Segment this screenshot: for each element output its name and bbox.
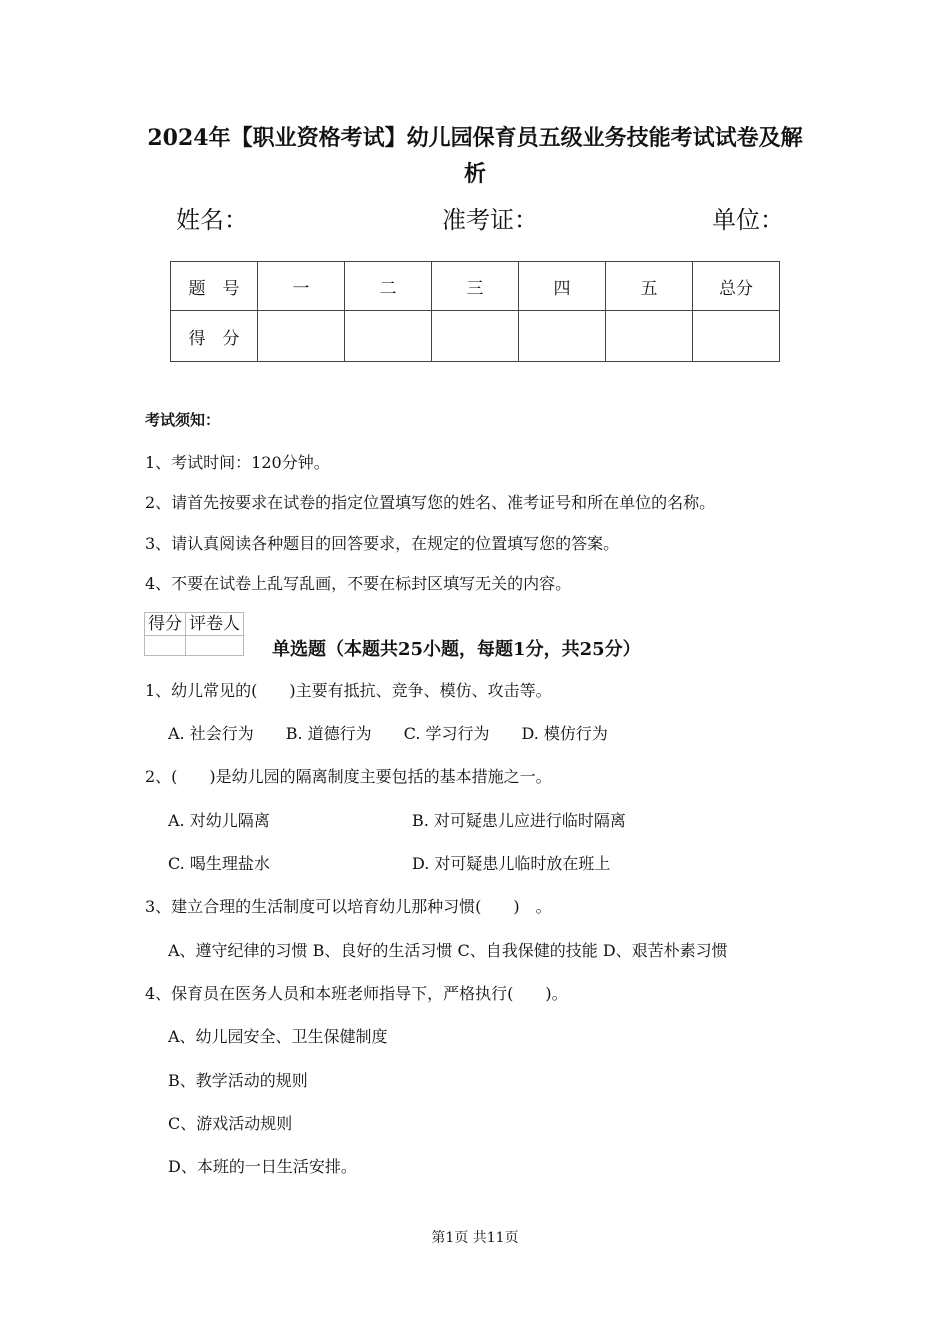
score-table-row-label: 得 分 [171,311,258,362]
score-cell-4 [519,311,606,362]
name-label: 姓名： [176,206,248,234]
score-table-header-2: 二 [345,262,432,311]
score-cell-5 [606,311,693,362]
score-table-header-total: 总分 [693,262,780,311]
score-table-header-1: 一 [258,262,345,311]
exam-number-label: 准考证： [442,206,538,234]
score-table-header-5: 五 [606,262,693,311]
notice-item: 1、考试时间：120分钟。 [145,453,330,472]
question-options: A. 社会行为 B. 道德行为 C. 学习行为 D. 模仿行为 [168,724,608,743]
question-stem: 4、保育员在医务人员和本班老师指导下，严格执行( )。 [145,984,568,1003]
notice-item: 2、请首先按要求在试卷的指定位置填写您的姓名、准考证号和所在单位的名称。 [145,493,716,512]
score-cell-2 [345,311,432,362]
option-d: D. 对可疑患儿临时放在班上 [412,854,611,873]
section-title: 单选题（本题共25小题，每题1分，共25分） [272,639,641,660]
score-cell-1 [258,311,345,362]
option-b: B. 对可疑患儿应进行临时隔离 [412,811,626,830]
grader-name-cell [186,636,244,656]
option-c: C. 喝生理盐水 [168,854,270,873]
option-a: A、幼儿园安全、卫生保健制度 [168,1027,388,1046]
option-c: C、游戏活动规则 [168,1114,293,1133]
score-cell-3 [432,311,519,362]
grader-score-label: 得分 [145,613,186,636]
score-table [170,261,780,362]
unit-label: 单位： [712,206,784,234]
question-stem: 3、建立合理的生活制度可以培育幼儿那种习惯( ) 。 [145,897,552,916]
notice-item: 3、请认真阅读各种题目的回答要求，在规定的位置填写您的答案。 [145,534,620,553]
option-d: D、本班的一日生活安排。 [168,1157,357,1176]
page-footer: 第1页 共11页 [431,1230,519,1246]
score-cell-total [693,311,780,362]
question-stem: 1、幼儿常见的( )主要有抵抗、竞争、模仿、攻击等。 [145,681,552,700]
score-table-header-label: 题 号 [171,262,258,311]
grader-box [144,612,244,656]
question-stem: 2、( )是幼儿园的隔离制度主要包括的基本措施之一。 [145,767,552,786]
score-table-header-3: 三 [432,262,519,311]
grader-name-label: 评卷人 [186,613,244,636]
option-b: B、教学活动的规则 [168,1071,308,1090]
notice-heading: 考试须知： [145,411,221,429]
question-options: A、遵守纪律的习惯 B、良好的生活习惯 C、自我保健的技能 D、艰苦朴素习惯 [168,941,728,960]
score-table-header-4: 四 [519,262,606,311]
grader-score-cell [145,636,186,656]
notice-item: 4、不要在试卷上乱写乱画，不要在标封区填写无关的内容。 [145,574,572,593]
page-title: 2024年【职业资格考试】幼儿园保育员五级业务技能考试试卷及解析 [147,125,803,187]
option-a: A. 对幼儿隔离 [168,811,270,830]
